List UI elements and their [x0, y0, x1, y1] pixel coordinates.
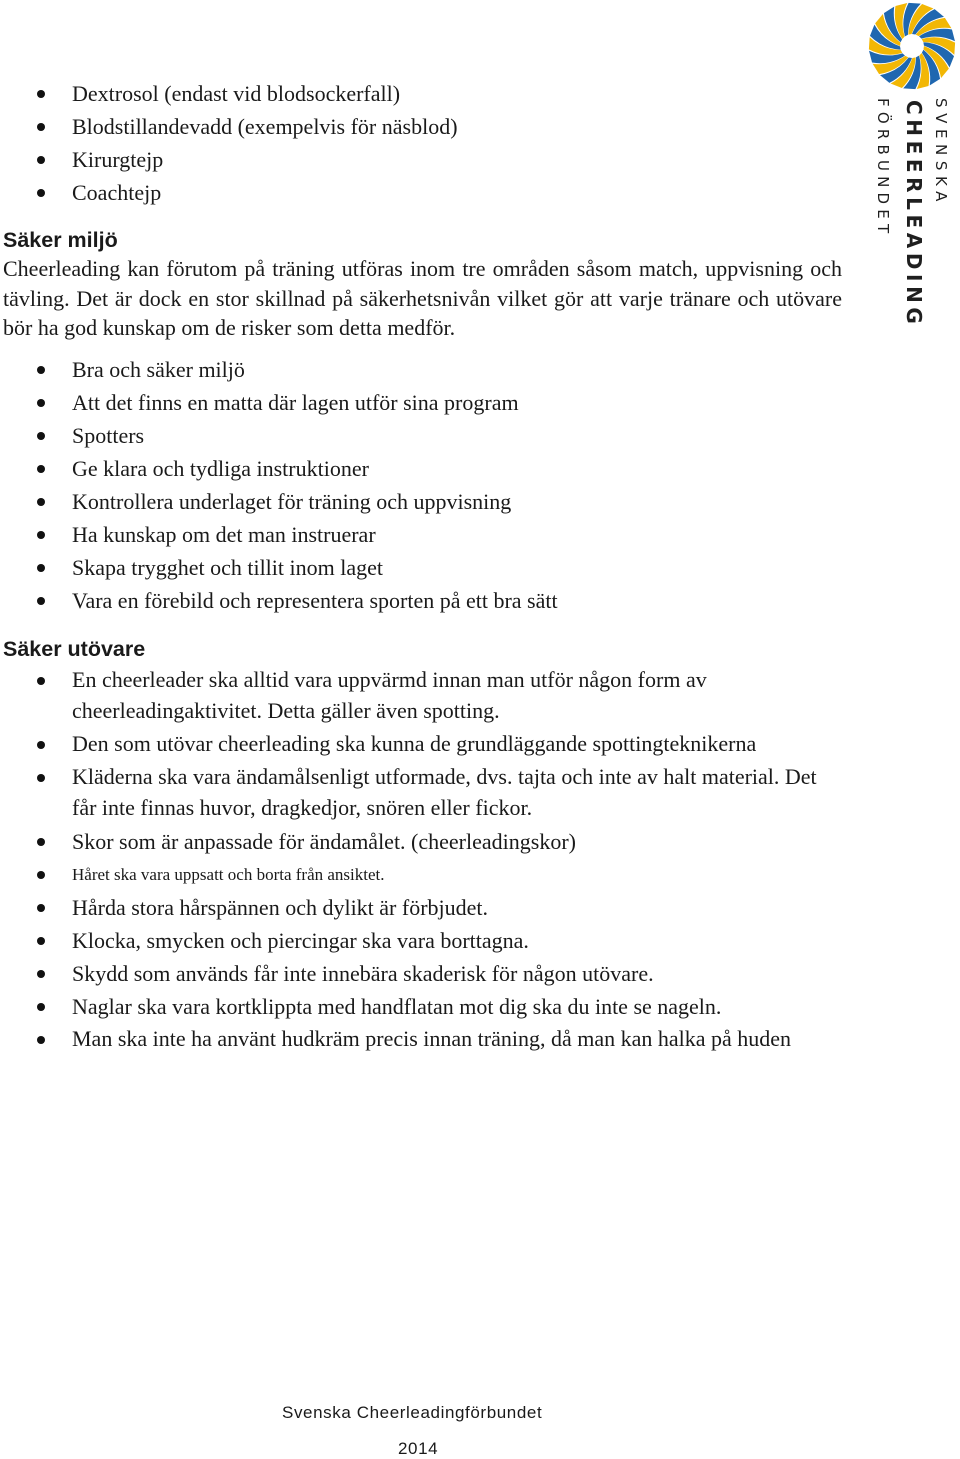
- list-item: Vara en förebild och representera sporten på ett bra sätt: [0, 584, 840, 617]
- bullet-icon: [37, 904, 45, 912]
- list-item: Coachtejp: [0, 176, 840, 209]
- logo-text-svenska: SVENSKA: [932, 98, 950, 208]
- sun-center: [901, 35, 923, 57]
- bullet-icon: [37, 838, 45, 846]
- section-heading-safe-environment: Säker miljö: [3, 228, 118, 252]
- list-item: Kirurgtejp: [0, 143, 840, 176]
- list-item: Den som utövar cheerleading ska kunna de grundläggande spottingteknikerna: [0, 728, 840, 759]
- list-item: Man ska inte ha använt hudkräm precis innan träning, då man kan halka på huden: [0, 1023, 840, 1054]
- list-item: Bra och säker miljö: [0, 353, 840, 386]
- logo-text-cheerleading: CHEERLEADING: [902, 100, 926, 329]
- list-item: Skor som är anpassade för ändamålet. (cheerleadingskor): [0, 825, 840, 858]
- list-item: Spotters: [0, 419, 840, 452]
- bullet-icon: [37, 90, 45, 98]
- bullet-icon: [37, 564, 45, 572]
- list-item: Naglar ska vara kortklippta med handflatan mot dig ska du inte se nageln.: [0, 990, 840, 1023]
- section-heading-safe-athlete: Säker utövare: [3, 637, 146, 661]
- logo-text-forbundet: FÖRBUNDET: [874, 98, 892, 239]
- bullet-icon: [37, 465, 45, 473]
- footer-organization: Svenska Cheerleadingförbundet: [282, 1403, 543, 1422]
- list-item: Blodstillandevadd (exempelvis för näsblod): [0, 110, 840, 143]
- list-item: Kontrollera underlaget för träning och uppvisning: [0, 485, 840, 518]
- supply-list: [0, 77, 840, 209]
- bullet-icon: [37, 597, 45, 605]
- bullet-icon: [37, 937, 45, 945]
- list-item: Ge klara och tydliga instruktioner: [0, 452, 840, 485]
- bullet-icon: [37, 531, 45, 539]
- bullet-icon: [37, 189, 45, 197]
- bullet-icon: [37, 366, 45, 374]
- list-item: Ha kunskap om det man instruerar: [0, 518, 840, 551]
- list-item: Klocka, smycken och piercingar ska vara borttagna.: [0, 924, 840, 957]
- bullet-icon: [37, 1003, 45, 1011]
- list-item: Håret ska vara uppsatt och borta från ansiktet.: [0, 858, 840, 891]
- bullet-icon: [37, 123, 45, 131]
- bullet-icon: [37, 498, 45, 506]
- list-item: En cheerleader ska alltid vara uppvärmd innan man utför någon form av cheerleadingaktivitet. Detta gäller även spotting.: [0, 664, 840, 726]
- athlete-list: [0, 664, 840, 1056]
- bullet-icon: [37, 970, 45, 978]
- federation-logo: [864, 0, 960, 329]
- bullet-icon: [37, 871, 45, 879]
- sun-emblem-icon: [866, 0, 958, 92]
- section-paragraph: Cheerleading kan förutom på träning utföras inom tre områden såsom match, uppvisning och tävling. Det är dock en stor skillnad på säkerhetsnivån vilket gör att varje tränare och utövare bör ha god kunskap om de risker som detta medför.: [3, 256, 842, 340]
- bullet-icon: [37, 741, 45, 749]
- bullet-icon: [37, 677, 45, 685]
- bullet-icon: [37, 156, 45, 164]
- list-item: Skydd som används får inte innebära skaderisk för någon utövare.: [0, 957, 840, 990]
- bullet-icon: [37, 774, 45, 782]
- bullet-icon: [37, 1036, 45, 1044]
- list-item: Skapa trygghet och tillit inom laget: [0, 551, 840, 584]
- list-item: Att det finns en matta där lagen utför sina program: [0, 386, 840, 419]
- bullet-icon: [37, 432, 45, 440]
- environment-list: [0, 353, 840, 617]
- bullet-icon: [37, 399, 45, 407]
- footer-year: 2014: [398, 1439, 439, 1458]
- list-item: Kläderna ska vara ändamålsenligt utformade, dvs. tajta och inte av halt material. Det får inte finnas huvor, dragkedjor, snören eller fickor.: [0, 761, 840, 823]
- list-item: Hårda stora hårspännen och dylikt är förbjudet.: [0, 891, 840, 924]
- list-item: Dextrosol (endast vid blodsockerfall): [0, 77, 840, 110]
